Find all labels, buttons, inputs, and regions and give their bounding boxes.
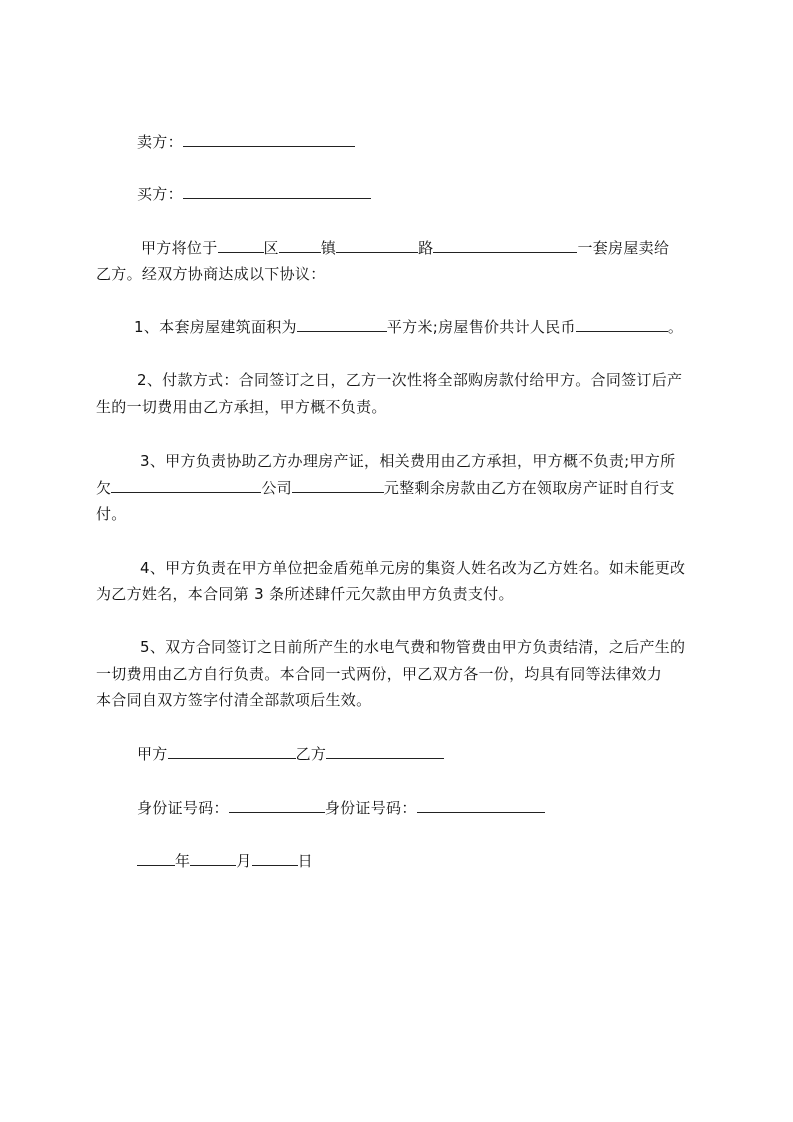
clause5-text-2: 一切费用由乙方自行负责。本合同一式两份，甲乙双方各一份，均具有同等法律效力 bbox=[96, 665, 663, 683]
id-label-a: 身份证号码： bbox=[137, 799, 229, 817]
clause-2-line-1 bbox=[137, 370, 682, 390]
clause1-mid: 平方米;房屋售价共计人民币 bbox=[386, 318, 576, 336]
intro-prefix: 甲方将位于 bbox=[141, 239, 218, 257]
clause-3-line-2 bbox=[96, 478, 675, 498]
clause-2-line-2 bbox=[96, 397, 387, 417]
date-day: 日 bbox=[297, 852, 313, 870]
intro-suffix: 一套房屋卖给 bbox=[577, 239, 670, 257]
intro-line-2 bbox=[96, 264, 326, 284]
id-label-b: 身份证号码： bbox=[324, 799, 417, 817]
clause3-text-1: 3、甲方负责协助乙方办理房产证，相关费用由乙方承担，甲方概不负责;甲方所 bbox=[140, 452, 676, 470]
day-blank bbox=[252, 851, 298, 866]
signature-line bbox=[137, 744, 444, 764]
clause5-text-1: 5、双方合同签订之日前所产生的水电气费和物管费由甲方负责结清，之后产生的 bbox=[140, 638, 686, 656]
month-blank bbox=[190, 851, 236, 866]
clause-3-line-1 bbox=[140, 451, 675, 471]
date-year: 年 bbox=[175, 852, 191, 870]
intro-line-1 bbox=[141, 238, 669, 258]
clause1-prefix: 1、本套房屋建筑面积为 bbox=[134, 318, 297, 336]
clause-5-line-3 bbox=[96, 690, 371, 710]
clause3-owe: 欠 bbox=[96, 479, 112, 497]
clause-1 bbox=[134, 317, 683, 337]
clause3-text-3: 付。 bbox=[96, 505, 127, 523]
party-b-label: 乙方 bbox=[295, 745, 327, 763]
id-b-blank bbox=[417, 798, 545, 813]
amount-blank bbox=[292, 478, 384, 493]
clause4-text-2: 为乙方姓名，本合同第 3 条所述肆仟元欠款由甲方负责支付。 bbox=[96, 585, 514, 603]
clause-4-line-1 bbox=[140, 558, 685, 578]
seller-blank bbox=[183, 132, 355, 147]
intro-line2-text: 乙方。经双方协商达成以下协议： bbox=[96, 265, 326, 283]
seller-label: 卖方： bbox=[137, 133, 183, 151]
district-blank bbox=[218, 238, 264, 253]
area-blank bbox=[297, 317, 387, 332]
clause2-text-2: 生的一切费用由乙方承担，甲方概不负责。 bbox=[96, 398, 387, 416]
buyer-blank bbox=[183, 184, 371, 199]
company-blank bbox=[111, 478, 261, 493]
road-area-blank bbox=[336, 238, 418, 253]
clause4-text-1: 4、甲方负责在甲方单位把金盾苑单元房的集资人姓名改为乙方姓名。如未能更改 bbox=[140, 559, 686, 577]
party-b-blank bbox=[326, 744, 444, 759]
clause-5-line-1 bbox=[140, 637, 685, 657]
seller-line bbox=[137, 132, 355, 152]
town-blank bbox=[279, 238, 321, 253]
clause-3-line-3 bbox=[96, 504, 127, 524]
intro-road: 路 bbox=[418, 239, 434, 257]
clause2-text-1: 2、付款方式：合同签订之日，乙方一次性将全部购房款付给甲方。合同签订后产 bbox=[137, 371, 683, 389]
clause-5-line-2 bbox=[96, 664, 662, 684]
intro-district: 区 bbox=[263, 239, 279, 257]
clause5-text-3: 本合同自双方签字付清全部款项后生效。 bbox=[96, 691, 372, 709]
year-blank bbox=[137, 851, 175, 866]
address-blank bbox=[433, 238, 577, 253]
id-a-blank bbox=[229, 798, 325, 813]
party-a-blank bbox=[168, 744, 296, 759]
id-number-line bbox=[137, 798, 545, 818]
clause3-rest: 元整剩余房款由乙方在领取房产证时自行支 bbox=[383, 479, 675, 497]
date-month: 月 bbox=[236, 852, 252, 870]
intro-town: 镇 bbox=[320, 239, 337, 257]
clause3-company: 公司 bbox=[261, 479, 292, 497]
date-line bbox=[137, 851, 313, 871]
clause-4-line-2 bbox=[96, 584, 514, 604]
clause1-end: 。 bbox=[667, 318, 684, 336]
price-blank bbox=[576, 317, 668, 332]
buyer-label: 买方： bbox=[137, 185, 183, 203]
party-a-label: 甲方 bbox=[137, 745, 168, 763]
buyer-line bbox=[137, 184, 371, 204]
